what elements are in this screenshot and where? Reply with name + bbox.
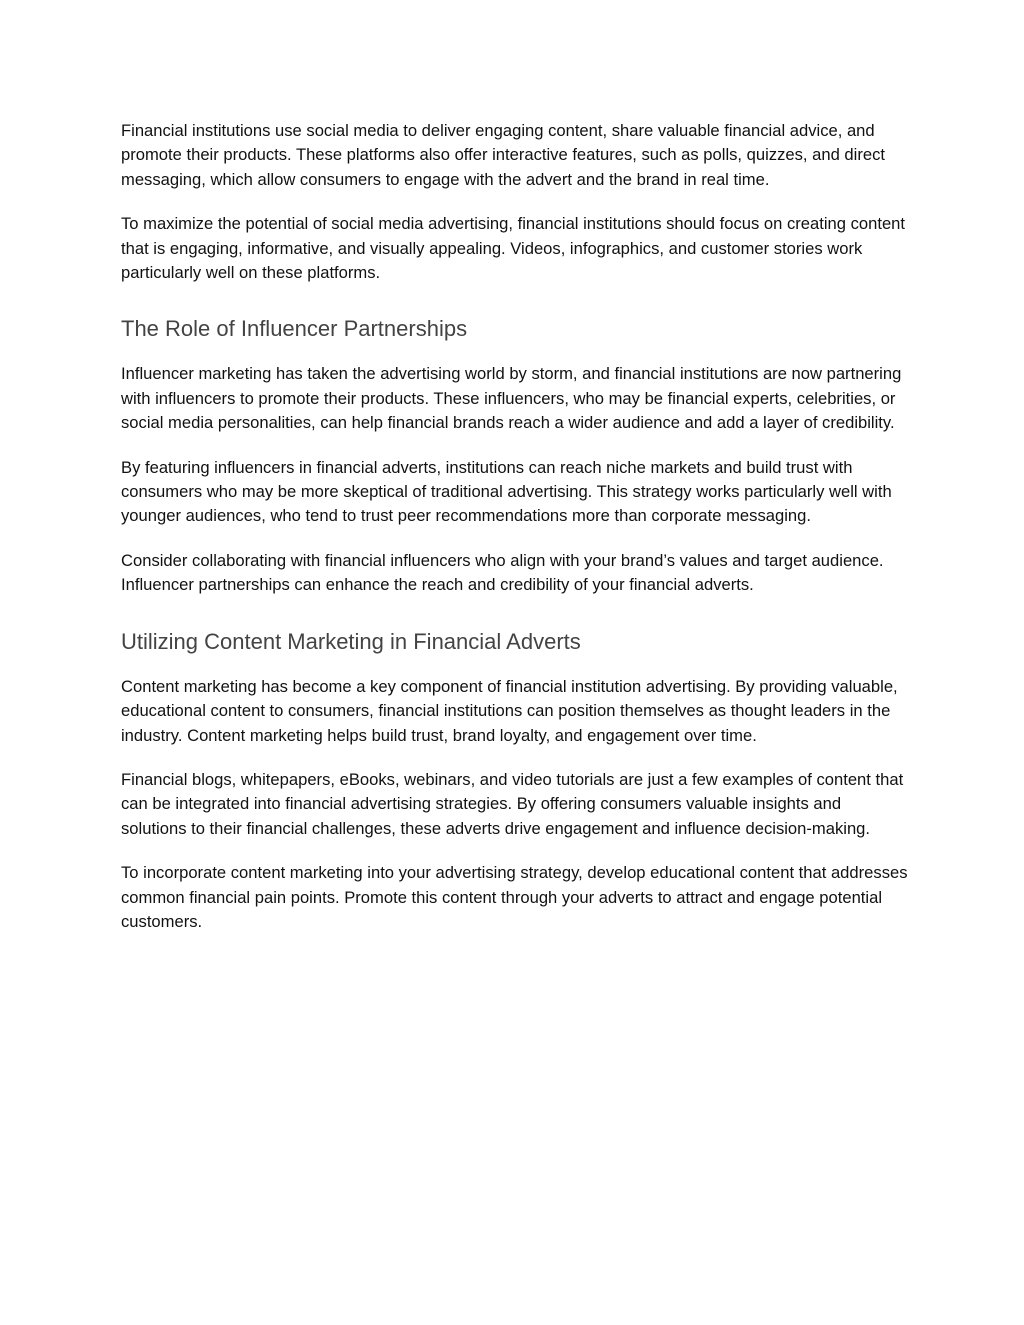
body-paragraph: Financial institutions use social media to deliver engaging content, share valuable financial advice, and promote their products. These platforms also offer interactive features, such as polls, quizzes, and direct messaging, which allow consumers to engage with the advert and the brand in real time. bbox=[121, 121, 886, 189]
body-paragraph: To maximize the potential of social media advertising, financial institutions should focus on creating content that is engaging, informative, and visually appealing. Videos, infographics, and customer stories work particularly well on these platforms. bbox=[121, 214, 906, 283]
body-paragraph: Financial blogs, whitepapers, eBooks, webinars, and video tutorials are just a few examples of content that can be integrated into financial advertising strategies. By offering consumers valuable insights and solutions to their financial challenges, these adverts drive engagement and influence decision-making. bbox=[121, 769, 904, 838]
section-heading: Utilizing Content Marketing in Financial Adverts bbox=[121, 628, 581, 654]
body-paragraph: By featuring influencers in financial adverts, institutions can reach niche markets and build trust with consumers who may be more skeptical of traditional advertising. This strategy works particularly well with younger audiences, who tend to trust peer recommendations more than corporate messaging. bbox=[121, 457, 892, 526]
body-paragraph: Consider collaborating with financial influencers who align with your brand’s values and target audience. Influencer partnerships can enhance the reach and credibility of your financial adverts. bbox=[121, 550, 884, 595]
section-heading: The Role of Influencer Partnerships bbox=[121, 316, 468, 342]
body-paragraph: To incorporate content marketing into your advertising strategy, develop educational content that addresses common financial pain points. Promote this content through your adverts to attract and engage potential customers. bbox=[121, 863, 908, 931]
body-paragraph: Influencer marketing has taken the advertising world by storm, and financial institutions are now partnering with influencers to promote their products. These influencers, who may be financial experts, celebrities, or social media personalities, can help financial brands reach a wider audience and add a layer of credibility. bbox=[121, 364, 902, 433]
document-body bbox=[121, 119, 911, 954]
body-paragraph: Content marketing has become a key component of financial institution advertising. By providing valuable, educational content to consumers, financial institutions can position themselves as thought leaders in the industry. Content marketing helps build trust, brand loyalty, and engagement over time. bbox=[121, 676, 898, 745]
